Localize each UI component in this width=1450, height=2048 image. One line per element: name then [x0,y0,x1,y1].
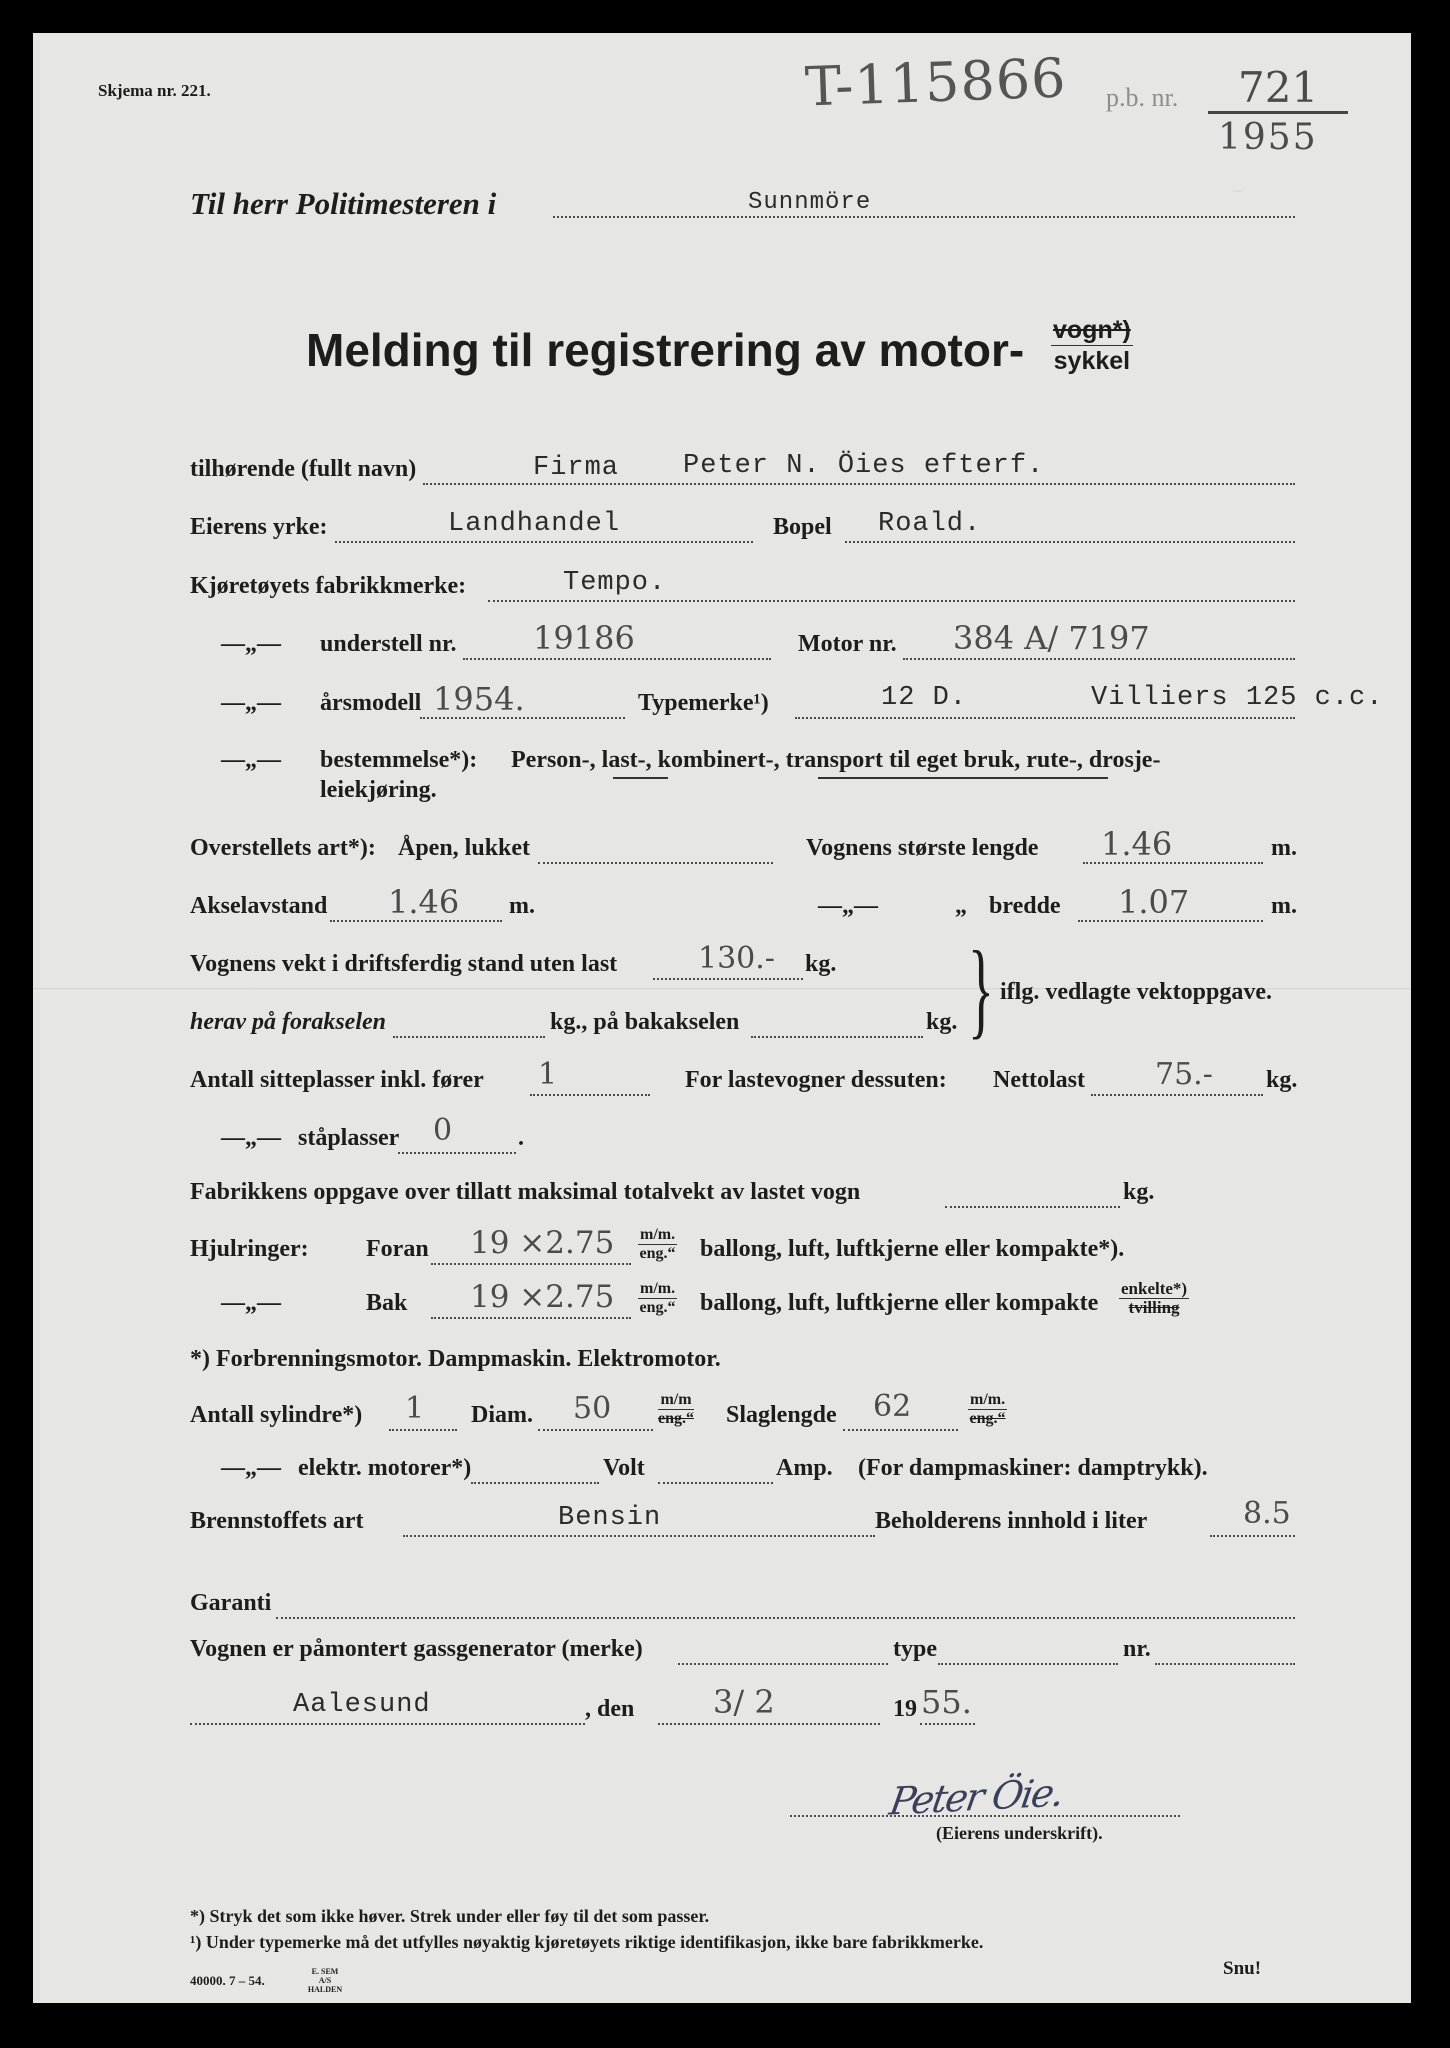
steam-label: (For dampmaskiner: damptrykk). [858,1455,1208,1481]
net-load-label: Nettolast [993,1067,1085,1093]
purpose-options: Person-, last-, kombinert-, transport til eget bruk, rute-, drosje- [511,747,1161,773]
diameter-unit-top: m/m [658,1391,694,1410]
purpose-underline-transport [818,777,1108,779]
gas-generator-label: Vognen er påmontert gassgenerator (merke) [190,1636,643,1662]
fuel-label: Brennstoffets art [190,1508,364,1534]
electric-line [471,1482,599,1484]
occupation-line [335,541,753,543]
residence-label: Bopel [773,514,832,540]
date-line [658,1723,880,1725]
length-unit: m. [1271,835,1297,861]
recipient-district: Sunnmöre [748,189,872,216]
tank-line [1210,1535,1295,1537]
cylinders-line [389,1429,457,1431]
axle-unit: m. [509,893,535,919]
footnote-1: *) Stryk det som ikke høver. Strek under eller føy til det som passer. [190,1906,710,1926]
guarantee-label: Garanti [190,1590,272,1616]
print-code: 40000. 7 – 54. [190,1973,265,1988]
gas-generator-nr-line [1155,1663,1295,1665]
empty-weight-line [653,978,803,980]
front-rim-label: Foran [366,1236,429,1262]
engine-value: Villiers 125 c.c. [1091,683,1384,713]
body-label: Overstellets art*): [190,835,376,861]
chassis-line [463,658,771,660]
volt-label: Volt [603,1455,645,1481]
purpose-options-2: leiekjøring. [320,777,437,803]
turn-over-note: Snu! [1223,1958,1262,1979]
bleed-through-text: _ [1233,173,1242,193]
empty-weight-unit: kg. [805,951,837,977]
signature-line [790,1815,1180,1817]
length-value: 1.46 [1101,825,1173,863]
width-unit: m. [1271,893,1297,919]
type-value: 12 D. [881,683,968,713]
ditto-rear-rim: —„— [221,1290,281,1316]
seats-line [530,1094,650,1096]
rear-tire-options: ballong, luft, luftkjerne eller kompakte [700,1290,1099,1316]
body-line [538,862,773,864]
date-label: , den [585,1696,635,1722]
net-load-value: 75.- [1155,1057,1213,1092]
schema-number: Skjema nr. 221. [98,81,211,100]
owner-name-value-2: Peter N. Öies efterf. [683,451,1045,481]
ditto-model-year: —„— [221,690,281,716]
owner-signature: Peter Öie. [886,1770,1066,1824]
make-value: Tempo. [563,568,667,598]
residence-line [845,541,1295,543]
standing-value: 0 [433,1113,453,1148]
amp-label: Amp. [776,1455,833,1481]
make-label: Kjøretøyets fabrikkmerke: [190,573,467,599]
width-value: 1.07 [1118,883,1190,921]
diameter-value: 50 [573,1391,612,1426]
rear-rim-unit [638,1280,677,1317]
front-rim-line [431,1263,631,1265]
per-attached-label: iflg. vedlagte vektoppgave. [1000,979,1272,1005]
title-frac-bottom: sykkel [1053,347,1131,375]
cylinders-label: Antall sylindre*) [190,1402,363,1428]
stroke-unit [968,1391,1007,1428]
seats-label: Antall sitteplasser inkl. fører [190,1067,484,1093]
tank-value: 8.5 [1243,1496,1291,1531]
rear-rim-label: Bak [366,1290,408,1316]
fuel-value: Bensin [558,1503,662,1533]
recipient-label: Til herr Politimesteren i [190,186,497,221]
empty-weight-value: 130.- [698,941,775,976]
body-options: Åpen, lukket [398,835,531,861]
type-label: Typemerke¹) [638,690,769,716]
year-prefix: 19 [893,1696,917,1722]
axle-label: Akselavstand [190,893,328,919]
net-load-unit: kg. [1266,1067,1298,1093]
front-rim-unit [638,1226,677,1263]
year-line [920,1723,975,1725]
rear-axle-unit: kg. [926,1009,958,1035]
weight-brace: } [967,930,994,1049]
recipient-line [553,216,1295,218]
place-line [190,1723,585,1725]
max-weight-label: Fabrikkens oppgave over tillatt maksimal totalvekt av lastet vogn [190,1179,861,1205]
gas-generator-nr-label: nr. [1123,1636,1151,1662]
front-rim-value: 19 ×2.75 [470,1225,615,1261]
motor-value: 384 A/ 7197 [953,619,1150,657]
rear-axle-line [751,1036,923,1038]
stroke-unit-bottom: eng.“ [969,1410,1006,1427]
trucks-label: For lastevogner dessuten: [685,1067,947,1093]
owner-name-label: tilhørende (fullt navn) [190,456,417,482]
pb-label: p.b. nr. [1106,83,1179,112]
width-comma: „ [955,893,967,919]
rear-rim-line [431,1317,631,1319]
make-line [488,600,1295,602]
ditto-standing: —„— [221,1125,281,1151]
diameter-unit [658,1391,694,1428]
motor-line [903,658,1295,660]
title-vehicle-type [1051,315,1133,376]
stroke-value: 62 [873,1389,912,1424]
electric-label: elektr. motorer*) [298,1455,472,1481]
chassis-label: understell nr. [320,631,457,657]
gas-generator-line [678,1663,888,1665]
engine-types: *) Forbrenningsmotor. Dampmaskin. Elektromotor. [190,1346,721,1372]
ditto-purpose: —„— [221,747,281,773]
rear-axle-label: kg., på bakakselen [550,1009,740,1035]
model-year-label: årsmodell [320,690,422,716]
ditto-electric: —„— [221,1455,281,1481]
front-rim-unit-bottom: eng.“ [639,1245,676,1262]
registration-form-sheet [33,33,1411,2003]
diameter-unit-bottom: eng.“ [658,1410,694,1427]
pb-number: 721 [1238,63,1319,112]
owner-name-line [423,483,1295,485]
place-value: Aalesund [293,1690,431,1720]
standing-period: . [518,1125,524,1151]
rear-rim-unit-top: m/m. [640,1280,676,1297]
type-line [795,717,1295,719]
fuel-line [403,1535,875,1537]
residence-value: Roald. [878,509,982,539]
axle-value: 1.46 [388,883,460,921]
chassis-value: 19186 [533,619,635,657]
single-twin-choice [1119,1280,1189,1317]
rear-rim-value: 19 ×2.75 [470,1279,615,1315]
single-label: enkelte*) [1121,1279,1188,1298]
ditto-width: —„— [818,893,878,919]
motor-label: Motor nr. [798,631,897,657]
gas-generator-type-label: type [893,1636,937,1662]
max-weight-unit: kg. [1123,1179,1155,1205]
stroke-label: Slaglengde [726,1402,837,1428]
front-axle-label: herav på forakselen [190,1009,386,1035]
net-load-line [1091,1094,1263,1096]
gas-generator-type-line [938,1663,1118,1665]
stroke-line [843,1429,958,1431]
diameter-label: Diam. [471,1402,533,1428]
rear-rim-unit-bottom: eng.“ [639,1299,676,1316]
max-weight-line [945,1206,1120,1208]
signature-caption: (Eierens underskrift). [936,1823,1103,1843]
date-value: 3/ 2 [713,1683,775,1721]
archive-stamp-number: T-115866 [803,46,1068,119]
diameter-line [538,1429,653,1431]
stroke-unit-top: m/m. [970,1391,1006,1408]
owner-name-value-1: Firma [533,453,620,483]
purpose-label: bestemmelse*): [320,747,478,773]
standing-line [398,1152,516,1154]
twin-label: tvilling [1128,1298,1180,1317]
footnote-2: ¹) Under typemerke må det utfylles nøyaktig kjøretøyets riktige identifikasjon, ikke bare fabrikkmerke. [190,1932,984,1952]
title-frac-top: vogn*) [1053,316,1131,344]
front-tire-options: ballong, luft, luftkjerne eller kompakte*). [700,1236,1125,1262]
guarantee-line [276,1617,1295,1619]
occupation-label: Eierens yrke: [190,514,328,540]
form-title: Melding til registrering av motor- [306,324,1025,376]
pb-year: 1955 [1218,117,1318,158]
rims-label: Hjulringer: [190,1236,309,1262]
empty-weight-label: Vognens vekt i driftsferdig stand uten last [190,951,618,977]
cylinders-value: 1 [405,1391,425,1426]
model-year-value: 1954. [433,680,525,718]
purpose-underline-last [613,777,668,779]
standing-label: ståplasser [298,1125,400,1151]
length-label: Vognens største lengde [806,835,1039,861]
front-rim-unit-top: m/m. [640,1226,676,1243]
seats-value: 1 [538,1057,558,1092]
front-axle-line [393,1036,545,1038]
volt-line [658,1482,773,1484]
year-value: 55. [921,1683,972,1721]
occupation-value: Landhandel [448,509,621,539]
ditto-chassis: —„— [221,631,281,657]
printer-name: E. SEM A/S HALDEN [307,1967,343,1994]
tank-label: Beholderens innhold i liter [875,1508,1148,1534]
width-label: bredde [989,893,1061,919]
